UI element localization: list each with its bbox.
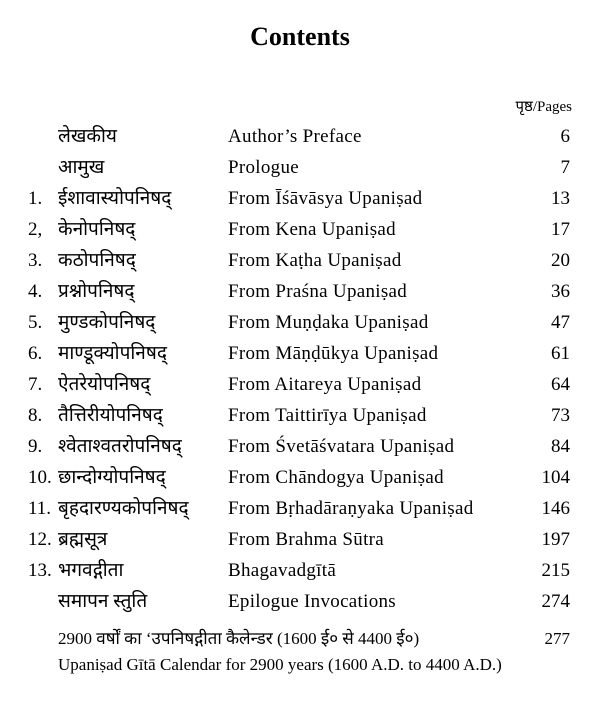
entry-english-title: From Kaṭha Upaniṣad xyxy=(228,250,402,271)
entry-english-title: From Bṛhadāraṇyaka Upaniṣad xyxy=(228,498,474,519)
contents-entry xyxy=(0,463,600,493)
entry-hindi-title: केनोपनिषद् xyxy=(58,219,136,240)
contents-entry xyxy=(0,153,600,183)
entry-english-title: From Chāndogya Upaniṣad xyxy=(228,467,444,488)
contents-entry xyxy=(0,556,600,586)
entry-hindi-title: आमुख xyxy=(58,157,105,178)
entry-number: 7. xyxy=(28,374,43,395)
entry-english-title: Epilogue Invocations xyxy=(228,591,396,612)
entry-english-title: From Kena Upaniṣad xyxy=(228,219,396,240)
entry-english-title: From Praśna Upaniṣad xyxy=(228,281,408,302)
entry-number: 9. xyxy=(28,436,43,457)
entry-page-number: 104 xyxy=(541,467,570,488)
entry-number: 2, xyxy=(28,219,43,240)
contents-entry xyxy=(0,339,600,369)
entry-english-title: From Brahma Sūtra xyxy=(228,529,385,550)
entry-english-title: From Māṇḍūkya Upaniṣad xyxy=(228,343,439,364)
calendar-english-line: Upaniṣad Gītā Calendar for 2900 years (1600 A.D. to 4400 A.D.) xyxy=(58,655,502,674)
contents-entry xyxy=(0,494,600,524)
entry-number: 5. xyxy=(28,312,43,333)
entry-english-title: Prologue xyxy=(228,157,300,178)
entry-page-number: 64 xyxy=(551,374,570,395)
entry-number: 11. xyxy=(28,498,52,519)
contents-entry xyxy=(0,401,600,431)
entry-number: 8. xyxy=(28,405,43,426)
entry-number: 10. xyxy=(28,467,52,488)
entry-english-title: Author’s Preface xyxy=(228,126,362,147)
entry-page-number: 7 xyxy=(560,157,570,178)
entry-page-number: 61 xyxy=(551,343,570,364)
entry-page-number: 47 xyxy=(551,312,570,333)
contents-entry xyxy=(0,122,600,152)
entry-number: 13. xyxy=(28,560,52,581)
contents-entry xyxy=(0,215,600,245)
entry-hindi-title: कठोपनिषद् xyxy=(58,250,136,271)
entry-hindi-title: भगवद्गीता xyxy=(58,560,124,581)
contents-entry xyxy=(0,370,600,400)
entry-hindi-title: माण्डूक्योपनिषद् xyxy=(58,343,167,364)
entry-english-title: From Śvetāśvatara Upaniṣad xyxy=(228,436,455,457)
contents-entry xyxy=(0,184,600,214)
entry-english-title: From Aitareya Upaniṣad xyxy=(228,374,422,395)
entry-page-number: 274 xyxy=(541,591,570,612)
entry-hindi-title: समापन स्तुति xyxy=(58,591,148,612)
entry-hindi-title: श्वेताश्वतरोपनिषद् xyxy=(58,436,182,457)
entry-hindi-title: लेखकीय xyxy=(58,126,117,147)
entry-page-number: 146 xyxy=(541,498,570,519)
entry-number: 12. xyxy=(28,529,52,550)
entry-english-title: Bhagavadgītā xyxy=(228,560,337,581)
entry-number: 3. xyxy=(28,250,43,271)
entry-page-number: 36 xyxy=(551,281,570,302)
contents-entry xyxy=(0,246,600,276)
entry-hindi-title: छान्दोग्योपनिषद् xyxy=(58,467,166,488)
entry-page-number: 215 xyxy=(541,560,570,581)
entry-page-number: 20 xyxy=(551,250,570,271)
calendar-page-number: 277 xyxy=(544,629,570,648)
calendar-hindi-line: 2900 वर्षों का ‘उपनिषद्गीता कैलेन्डर (1600 ई० से 4400 ई०) xyxy=(58,629,420,648)
entry-hindi-title: मुण्डकोपनिषद् xyxy=(58,312,156,333)
entry-hindi-title: ब्रह्मसूत्र xyxy=(58,529,108,550)
entry-hindi-title: प्रश्नोपनिषद् xyxy=(58,281,135,302)
entry-page-number: 13 xyxy=(551,188,570,209)
entry-page-number: 73 xyxy=(551,405,570,426)
entry-number: 1. xyxy=(28,188,43,209)
entry-hindi-title: बृहदारण्यकोपनिषद् xyxy=(58,498,189,519)
entry-hindi-title: ऐतरेयोपनिषद् xyxy=(58,374,151,395)
entry-english-title: From Taittirīya Upaniṣad xyxy=(228,405,427,426)
entry-hindi-title: तैत्तिरीयोपनिषद् xyxy=(58,405,163,426)
contents-entry xyxy=(0,525,600,555)
entry-number: 6. xyxy=(28,343,43,364)
entry-page-number: 6 xyxy=(560,126,570,147)
contents-entry xyxy=(0,587,600,617)
pages-column-header: पृष्ठ/Pages xyxy=(515,99,572,115)
contents-entry xyxy=(0,277,600,307)
entry-english-title: From Īśāvāsya Upaniṣad xyxy=(228,188,423,209)
entry-page-number: 197 xyxy=(541,529,570,550)
entry-number: 4. xyxy=(28,281,43,302)
entry-page-number: 17 xyxy=(551,219,570,240)
contents-entry xyxy=(0,308,600,338)
entry-english-title: From Muṇḍaka Upaniṣad xyxy=(228,312,429,333)
contents-entry xyxy=(0,432,600,462)
page-title: Contents xyxy=(250,22,350,51)
entry-hindi-title: ईशावास्योपनिषद् xyxy=(58,188,172,209)
entry-page-number: 84 xyxy=(551,436,570,457)
